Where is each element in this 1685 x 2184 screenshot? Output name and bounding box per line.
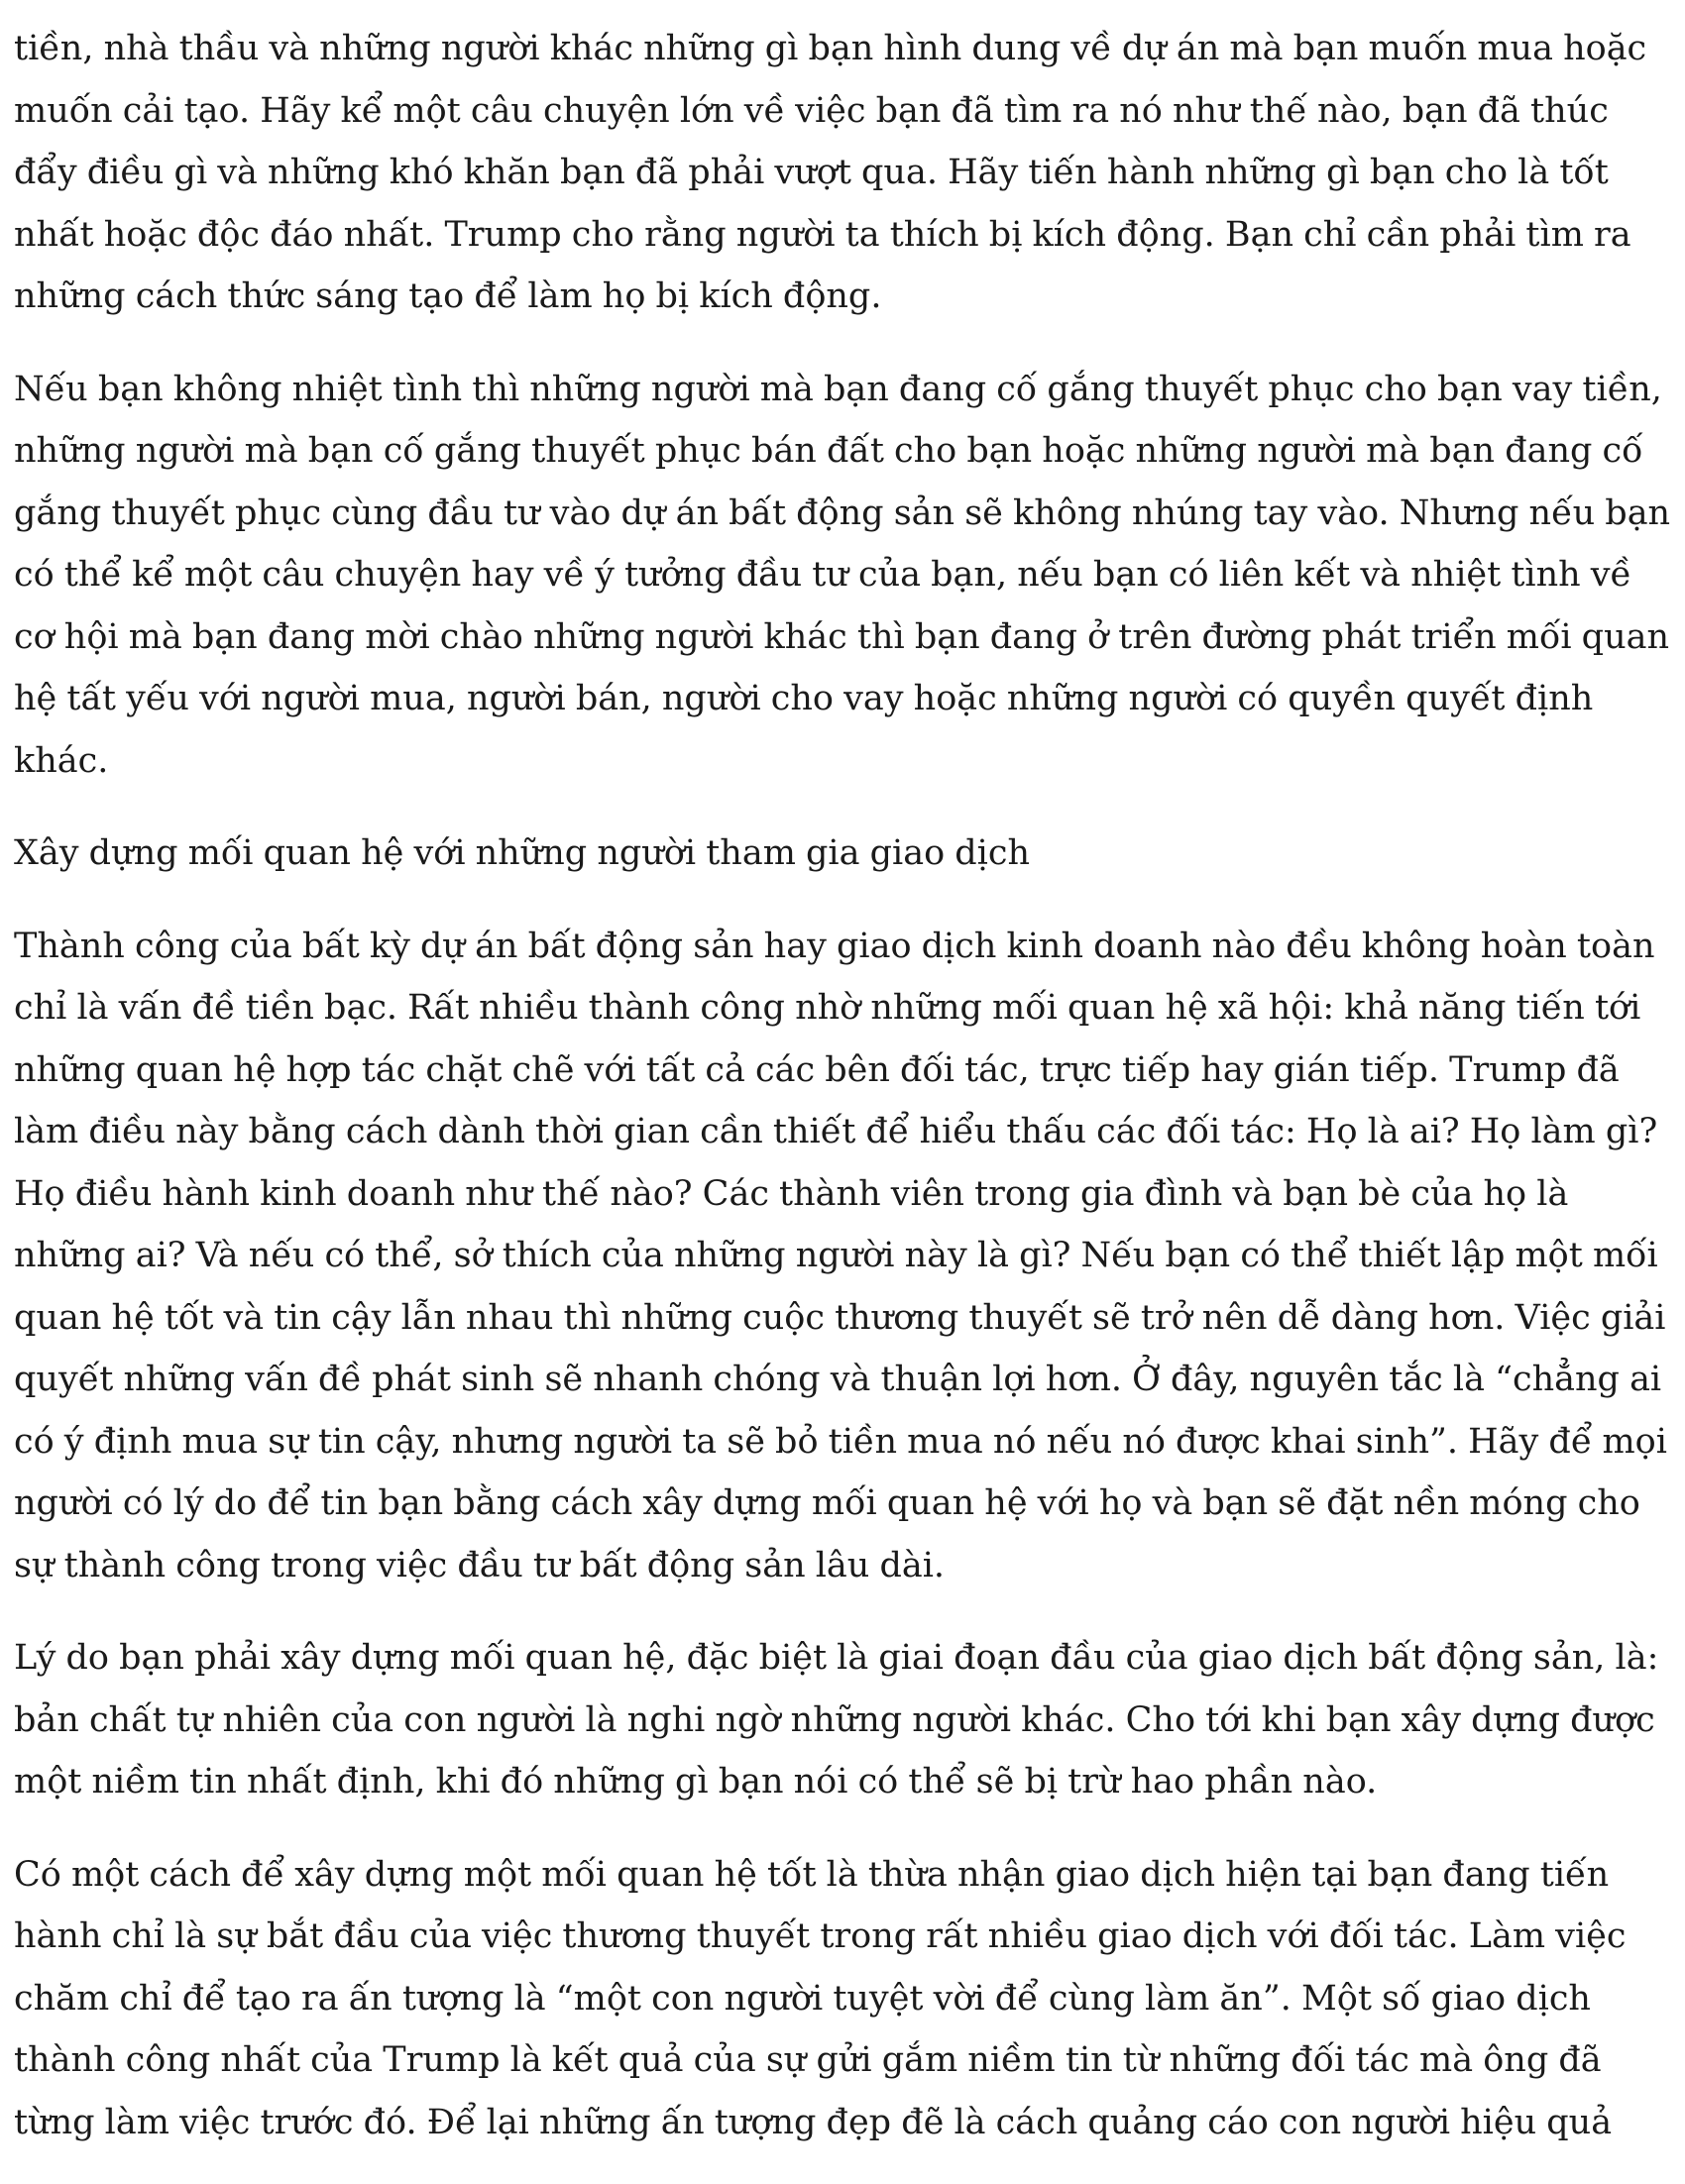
- section-heading: Xây dựng mối quan hệ với những người tham gia giao dịch: [14, 833, 1031, 873]
- paragraph-trust-reason: Lý do bạn phải xây dựng mối quan hệ, đặc biệt là giai đoạn đầu của giao dịch bất động sản, là: bản chất tự nhiên của con người là nghi ngờ những người khác. Cho tới khi bạn xây dựng được một niềm tin nhất định, khi đó những gì bạn nói có thể sẽ bị trừ hao phần nào.: [14, 1638, 1659, 1802]
- paragraph-build-relationship: Có một cách để xây dựng một mối quan hệ tốt là thừa nhận giao dịch hiện tại bạn đang tiến hành chỉ là sự bắt đầu của việc thương thuyết trong rất nhiều giao dịch với đối tác. Làm việc chăm chỉ để tạo ra ấn tượng là “một con người tuyệt vời để cùng làm ăn”. Một số giao dịch thành công nhất của Trump là kết quả của sự gửi gắm niềm tin từ những đối tác mà ông đã từng làm việc trước đó. Để lại những ấn tượng đẹp đẽ là cách quảng cáo con người hiệu quả: [14, 1854, 1627, 2142]
- paragraph-intro-continued: tiền, nhà thầu và những người khác những gì bạn hình dung về dự án mà bạn muốn mua hoặc muốn cải tạo. Hãy kể một câu chuyện lớn về việc bạn đã tìm ra nó như thế nào, bạn đã thúc đẩy điều gì và những khó khăn bạn đã phải vượt qua. Hãy tiến hành những gì bạn cho là tốt nhất hoặc độc đáo nhất. Trump cho rằng người ta thích bị kích động. Bạn chỉ cần phải tìm ra những cách thức sáng tạo để làm họ bị kích động.: [14, 29, 1647, 316]
- document-page: [14, 18, 1671, 2184]
- paragraph-relationships: Thành công của bất kỳ dự án bất động sản hay giao dịch kinh doanh nào đều không hoàn toàn chỉ là vấn đề tiền bạc. Rất nhiều thành công nhờ những mối quan hệ xã hội: khả năng tiến tới những quan hệ hợp tác chặt chẽ với tất cả các bên đối tác, trực tiếp hay gián tiếp. Trump đã làm điều này bằng cách dành thời gian cần thiết để hiểu thấu các đối tác: Họ là ai? Họ làm gì? Họ điều hành kinh doanh như thế nào? Các thành viên trong gia đình và bạn bè của họ là những ai? Và nếu có thể, sở thích của những người này là gì? Nếu bạn có thể thiết lập một mối quan hệ tốt và tin cậy lẫn nhau thì những cuộc thương thuyết sẽ trở nên dễ dàng hơn. Việc giải quyết những vấn đề phát sinh sẽ nhanh chóng và thuận lợi hơn. Ở đây, nguyên tắc là “chẳng ai có ý định mua sự tin cậy, nhưng người ta sẽ bỏ tiền mua nó nếu nó được khai sinh”. Hãy để mọi người có lý do để tin bạn bằng cách xây dựng mối quan hệ với họ và bạn sẽ đặt nền móng cho sự thành công trong việc đầu tư bất động sản lâu dài.: [14, 926, 1667, 1585]
- paragraph-enthusiasm: Nếu bạn không nhiệt tình thì những người mà bạn đang cố gắng thuyết phục cho bạn vay tiền, những người mà bạn cố gắng thuyết phục bán đất cho bạn hoặc những người mà bạn đang cố gắng thuyết phục cùng đầu tư vào dự án bất động sản sẽ không nhúng tay vào. Nhưng nếu bạn có thể kể một câu chuyện hay về ý tưởng đầu tư của bạn, nếu bạn có liên kết và nhiệt tình về cơ hội mà bạn đang mời chào những người khác thì bạn đang ở trên đường phát triển mối quan hệ tất yếu với người mua, người bán, người cho vay hoặc những người có quyền quyết định khác.: [14, 369, 1671, 781]
